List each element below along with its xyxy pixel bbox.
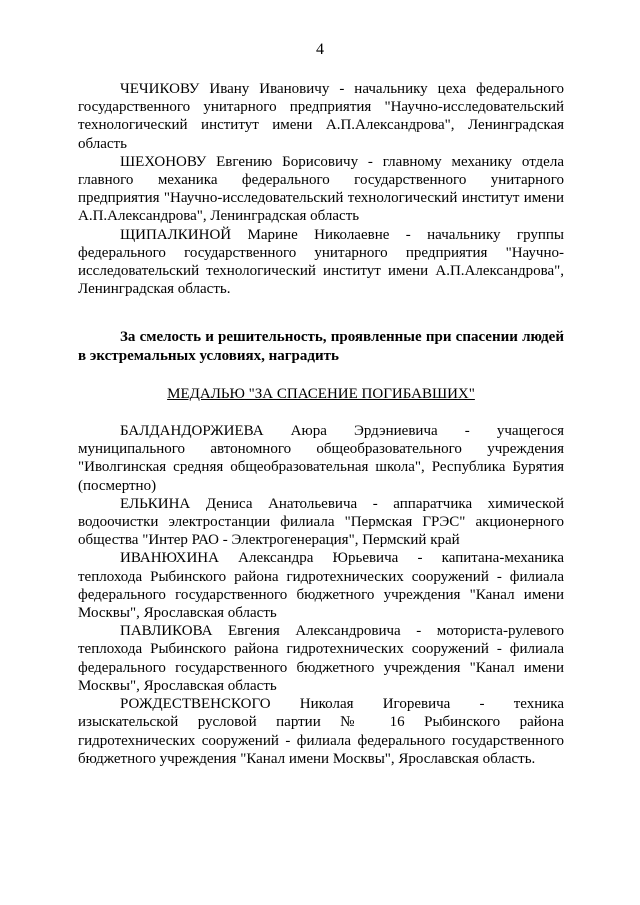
entry-text-end: "Канал имени Москвы", Ярославская область bbox=[78, 659, 565, 694]
award-entry bbox=[78, 226, 564, 299]
entry-text: Ивану Ивановичу - начальнику цеха федерального государственного унитарного предприятия "Научно-исследовательский технологический институт имени bbox=[78, 81, 565, 134]
entry-text-end: край bbox=[430, 532, 460, 549]
entry-text-end: Бурятия (посмертно) bbox=[78, 459, 565, 494]
award-entry bbox=[78, 422, 564, 495]
award-entry bbox=[78, 622, 564, 695]
entry-surname: ЩИПАЛКИНОЙ bbox=[120, 226, 232, 243]
entry-text: Аюра Эрдэниевича - учащегося муниципального автономного общеобразовательного учреждения "Иволгинская средняя общеобразовательная школа", Республика bbox=[78, 423, 565, 476]
entry-surname: ИВАНЮХИНА bbox=[120, 550, 219, 567]
document-body bbox=[78, 80, 564, 768]
award-entry bbox=[78, 549, 564, 622]
entry-surname: ЧЕЧИКОВУ bbox=[120, 81, 200, 97]
award-entry bbox=[78, 153, 564, 226]
award-entry bbox=[78, 495, 564, 550]
entry-surname: ЕЛЬКИНА bbox=[120, 495, 191, 512]
entry-text: Дениса Анатольевича - аппаратчика химической водоочистки электростанции филиала "Пермская ГРЭС" акционерного общества "Интер РАО - Электрогенерация", Пермский bbox=[78, 495, 565, 549]
entry-text: Марине Николаевне - начальнику группы федерального государственного унитарного предприятия "Научно-исследовательский технологический институт имени bbox=[78, 226, 565, 280]
medal-title: МЕДАЛЬЮ "ЗА СПАСЕНИЕ ПОГИБАВШИХ" bbox=[167, 385, 475, 402]
award-intro: За смелость и решительность, проявленные при спасении людей в экстремальных условиях, наградить bbox=[78, 329, 564, 364]
award-entry bbox=[78, 695, 564, 768]
entry-text-end: Ярославская область. bbox=[398, 750, 536, 767]
entry-text-end: А.П.Александрова", Ленинградская область bbox=[78, 117, 564, 152]
entry-surname: БАЛДАНДОРЖИЕВА bbox=[120, 423, 264, 440]
page-number: 4 bbox=[316, 41, 324, 58]
entry-surname: ШЕХОНОВУ bbox=[120, 153, 207, 170]
award-entry bbox=[78, 80, 564, 153]
entry-text-end: "Канал имени Москвы", Ярославская область bbox=[78, 586, 565, 622]
entry-text-end: А.П.Александрова", Ленинградская область. bbox=[78, 263, 565, 298]
entry-text-end: имени А.П.Александрова", Ленинградская область bbox=[78, 190, 564, 225]
entry-text: Евгения Александровича - моториста-рулевого теплохода Рыбинского района гидротехнических сооружений - филиала федерального государственного бюджетного учреждения bbox=[78, 623, 564, 676]
entry-text: Александра Юрьевича - капитана-механика теплохода Рыбинского района гидротехнических сооружений - филиала федерального государственного бюджетного учреждения bbox=[78, 550, 565, 603]
entry-surname: РОЖДЕСТВЕНСКОГО bbox=[120, 696, 271, 713]
entry-text: Евгению Борисовичу - главному механику отдела главного механика федерального государственного унитарного предприятия "Научно-исследовательский технологический институт bbox=[78, 153, 564, 207]
entry-text: Николая Игоревича - техника изыскательской русловой партии № 16 Рыбинского района гидротехнических сооружений - филиала федерального государственного бюджетного учреждения "Канал имени Москвы", bbox=[78, 696, 564, 767]
entry-surname: ПАВЛИКОВА bbox=[120, 623, 213, 640]
